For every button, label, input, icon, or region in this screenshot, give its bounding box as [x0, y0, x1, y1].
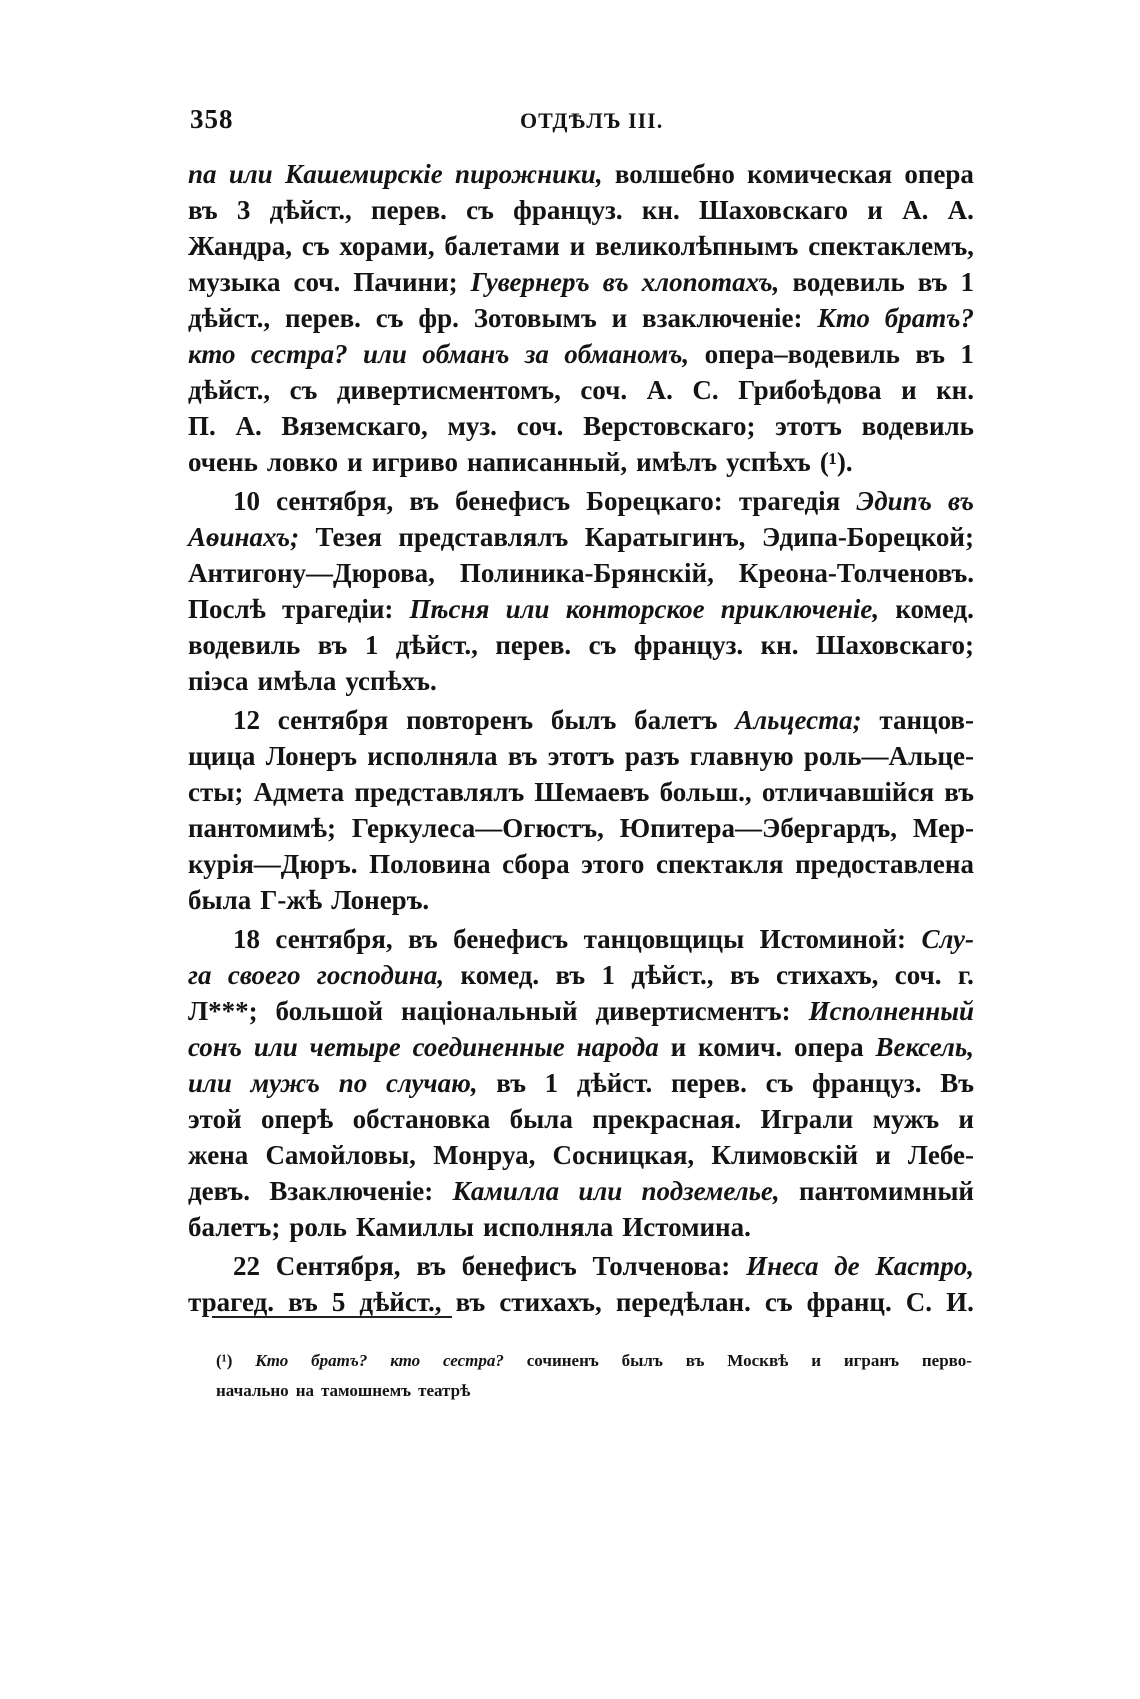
word: сты;	[188, 777, 244, 807]
text-line	[188, 228, 974, 264]
word: Борецкаго:	[586, 486, 723, 516]
word: Пачини;	[353, 267, 458, 297]
word: кто	[188, 339, 236, 369]
word: имѣла	[257, 666, 337, 696]
word: волшебно	[614, 159, 735, 189]
word: Пѣсня	[409, 594, 490, 624]
word: мужъ	[872, 1104, 940, 1134]
word: Кто	[255, 1351, 289, 1370]
word: или	[505, 594, 550, 624]
word: въ	[409, 486, 440, 516]
word: обманомъ,	[564, 339, 690, 369]
word: Л***;	[188, 996, 258, 1026]
text-line	[188, 444, 974, 480]
word: 1	[601, 960, 616, 990]
paragraph	[188, 156, 974, 480]
word: въ	[944, 777, 974, 807]
word: г.	[957, 960, 974, 990]
word: дивертисментомъ,	[336, 375, 561, 405]
word: Камиллы	[355, 1212, 475, 1242]
word: соединенные	[412, 1032, 565, 1062]
word: комед.	[460, 960, 540, 990]
text-line	[188, 555, 974, 591]
word: передѣлан.	[615, 1287, 751, 1317]
word: Шаховскаго;	[815, 630, 974, 660]
word: конторское	[565, 594, 705, 624]
word: А.	[646, 375, 673, 405]
word: былъ	[621, 1351, 663, 1370]
word: бенефисъ	[455, 486, 571, 516]
text-line	[188, 156, 974, 192]
word: Креона-Толченовъ.	[738, 558, 974, 588]
word: въ	[416, 1251, 446, 1281]
word: съ	[588, 630, 617, 660]
word: Играли	[760, 1104, 854, 1134]
body-text	[188, 156, 974, 1320]
word: Послѣ	[188, 594, 266, 624]
word: Мер-	[912, 813, 974, 843]
word: господина,	[316, 960, 445, 990]
word: оперѣ	[260, 1104, 334, 1134]
text-line	[188, 882, 974, 918]
page-number: 358	[190, 104, 234, 134]
word: съ	[764, 1287, 793, 1317]
word: въ	[947, 486, 974, 516]
word: повторенъ	[406, 705, 534, 735]
word: Толченова:	[592, 1251, 731, 1281]
word: успѣхъ.	[345, 666, 437, 696]
word: соч.	[293, 267, 341, 297]
word: спектакля	[656, 849, 784, 879]
word: Москвѣ	[727, 1351, 789, 1370]
word: ловко	[266, 447, 339, 477]
word: и	[347, 447, 363, 477]
word: трагедія	[738, 486, 841, 516]
word: Въ	[940, 1068, 974, 1098]
word: дѣйст.,	[631, 960, 714, 990]
word: въ	[915, 339, 945, 369]
word: сестра?	[250, 339, 348, 369]
word: хорами,	[339, 231, 435, 261]
paragraph	[188, 483, 974, 699]
text-line	[188, 192, 974, 228]
word: сестра?	[442, 1351, 504, 1370]
text-line	[188, 372, 974, 408]
word: имѣлъ	[636, 447, 718, 477]
word: Истомина.	[622, 1212, 751, 1242]
word: Шаховскаго	[698, 195, 849, 225]
word: Лонеръ	[265, 741, 357, 771]
word: Антигону—Дюрова,	[188, 558, 435, 588]
text-line	[188, 1137, 974, 1173]
footnote	[216, 1346, 972, 1406]
word: былъ	[550, 705, 617, 735]
word: или	[578, 1176, 623, 1206]
word: этотъ	[775, 411, 842, 441]
word: П.	[188, 411, 216, 441]
word: пантомимѣ;	[188, 813, 337, 843]
word: француз.	[633, 630, 744, 660]
word: танцов-	[879, 705, 974, 735]
word: бенефисъ	[461, 1251, 577, 1281]
word: по	[338, 1068, 368, 1098]
word: Геркулеса—Огюстъ,	[351, 813, 604, 843]
word: обстановка	[352, 1104, 491, 1134]
word: стихахъ,	[499, 1287, 602, 1317]
word: своего	[227, 960, 301, 990]
text-line	[188, 957, 974, 993]
word: въ	[288, 1287, 318, 1317]
text-line	[188, 1284, 974, 1320]
word: въ	[317, 630, 348, 660]
word: случаю,	[385, 1068, 478, 1098]
word: Полиника-Брянскій,	[459, 558, 714, 588]
word: мужъ	[250, 1068, 320, 1098]
text-line	[188, 921, 974, 957]
word: сонъ	[188, 1032, 243, 1062]
word: или	[188, 1068, 232, 1098]
word: дѣйст.	[576, 1068, 653, 1098]
text-line	[188, 1209, 974, 1245]
word: 5	[331, 1287, 346, 1317]
word: соч.	[894, 960, 942, 990]
word: перев.	[495, 630, 572, 660]
word: съ	[765, 1068, 794, 1098]
text-line	[188, 993, 974, 1029]
text-line	[188, 1029, 974, 1065]
text-line	[216, 1346, 972, 1376]
word: кто	[390, 1351, 421, 1370]
word: 1	[960, 267, 974, 297]
word: франц.	[806, 1287, 892, 1317]
word: пирожники,	[455, 159, 603, 189]
word: въ	[408, 924, 438, 954]
word: съ	[466, 195, 494, 225]
running-head: ОТДѢЛЪ III.	[520, 108, 664, 133]
word: и	[569, 231, 586, 261]
word: С.	[692, 375, 719, 405]
word: представлялъ	[354, 777, 525, 807]
word: дѣйст.,	[395, 630, 478, 660]
word: де	[834, 1251, 860, 1281]
word: 1	[960, 339, 974, 369]
word: спектаклемъ,	[808, 231, 974, 261]
word: музыка	[188, 267, 281, 297]
word: и	[611, 303, 628, 333]
word: съ	[289, 375, 318, 405]
text-line	[188, 336, 974, 372]
text-line	[188, 519, 974, 555]
paragraph	[188, 702, 974, 918]
word: Тезея	[315, 522, 382, 552]
word: въ	[507, 741, 538, 771]
word: перев.	[671, 1068, 747, 1098]
word: національный	[401, 996, 578, 1026]
word: въ	[555, 960, 586, 990]
word: 1	[364, 630, 379, 660]
word: соч.	[580, 375, 628, 405]
word: обманъ	[422, 339, 510, 369]
word: Грибоѣдова	[738, 375, 882, 405]
word: Сентября,	[275, 1251, 401, 1281]
word: Сосницкая,	[552, 1140, 695, 1170]
word: роль—Альце-	[803, 741, 974, 771]
word: бенефисъ	[453, 924, 569, 954]
text-line	[188, 846, 974, 882]
word: съ	[301, 231, 330, 261]
word: перев.	[371, 195, 447, 225]
word: Монруа,	[433, 1140, 536, 1170]
word: муз.	[447, 411, 497, 441]
word: Альцеста;	[735, 705, 862, 735]
word: опера–водевиль	[704, 339, 900, 369]
word: Адмета	[253, 777, 345, 807]
word: Вексель,	[875, 1032, 974, 1062]
word: четыре	[309, 1032, 401, 1062]
word: Климовскій	[711, 1140, 859, 1170]
paragraph	[188, 1248, 974, 1320]
text-line	[188, 663, 974, 699]
word: Кастро,	[875, 1251, 974, 1281]
text-line	[188, 300, 974, 336]
word: па	[188, 159, 217, 189]
word: съ	[375, 303, 404, 333]
word: большой	[275, 996, 384, 1026]
word: комед.	[895, 594, 974, 624]
word: Лебе-	[907, 1140, 974, 1170]
word: комическая	[747, 159, 893, 189]
word: Юпитера—Эбергардъ,	[619, 813, 898, 843]
word: дѣйст.,	[269, 195, 352, 225]
word: кн.	[936, 375, 974, 405]
word: кн.	[641, 195, 680, 225]
word: дѣйст.,	[188, 375, 271, 405]
word: 1	[544, 1068, 559, 1098]
word: и	[875, 1140, 891, 1170]
word: была	[188, 885, 252, 915]
word: га	[188, 960, 212, 990]
word: трагед.	[188, 1287, 275, 1317]
word: и	[670, 1032, 687, 1062]
word: водевиль	[188, 630, 301, 660]
word: сентября,	[276, 486, 394, 516]
word: взаключеніе:	[642, 303, 803, 333]
word: перво-	[921, 1351, 972, 1370]
word: отличавшійся	[761, 777, 935, 807]
word: дивертисментъ:	[595, 996, 791, 1026]
word: Истоминой:	[759, 924, 907, 954]
word: пантомимный	[798, 1176, 974, 1206]
word: успѣхъ	[726, 447, 811, 477]
word: комич.	[698, 1032, 783, 1062]
word: тамошнемъ	[320, 1381, 412, 1400]
word: сбора	[502, 849, 570, 879]
word: піэса	[188, 666, 249, 696]
word: Взаключеніе:	[269, 1176, 434, 1206]
text-line	[188, 1248, 974, 1284]
word: предоставлена	[795, 849, 974, 879]
word: разъ	[624, 741, 680, 771]
word: и	[867, 195, 883, 225]
word: Эдипа-Борецкой;	[761, 522, 974, 552]
word: Каратыгинъ,	[584, 522, 746, 552]
word: написанный,	[466, 447, 628, 477]
word: А.	[947, 195, 974, 225]
word: 12	[233, 705, 260, 735]
word: сентября,	[275, 924, 393, 954]
word: жена	[188, 1140, 249, 1170]
word: больш.,	[659, 777, 752, 807]
word: Кашемирскіе	[284, 159, 443, 189]
word: въ	[188, 195, 218, 225]
word: трагедіи:	[282, 594, 394, 624]
word: театрѣ	[418, 1381, 471, 1400]
word: Слу-	[921, 924, 974, 954]
word: исполняла	[483, 1212, 614, 1242]
word: И.	[946, 1287, 974, 1317]
text-line	[188, 738, 974, 774]
word: братъ?	[311, 1351, 368, 1370]
word: начально	[216, 1381, 289, 1400]
word: 22	[233, 1251, 260, 1281]
word: или	[253, 1032, 298, 1062]
word: дѣйст.,	[359, 1287, 442, 1317]
word: сочиненъ	[526, 1351, 599, 1370]
word: исполняла	[367, 741, 498, 771]
word: (¹)	[216, 1351, 233, 1370]
word: Жандра,	[188, 231, 293, 261]
word: на	[295, 1381, 314, 1400]
word: А.	[902, 195, 929, 225]
word: приключеніе,	[720, 594, 880, 624]
word: водевиль	[861, 411, 974, 441]
word: или	[228, 159, 273, 189]
word: стихахъ,	[775, 960, 879, 990]
text-line	[188, 1065, 974, 1101]
word: Эдипъ	[856, 486, 932, 516]
paragraph	[188, 921, 974, 1245]
word: кн.	[760, 630, 799, 660]
text-line	[188, 810, 974, 846]
word: братъ?	[884, 303, 974, 333]
text-line	[188, 1173, 974, 1209]
word: соч.	[516, 411, 564, 441]
word: щица	[188, 741, 256, 771]
word: народа	[576, 1032, 659, 1062]
word: великолѣпнымъ	[595, 231, 799, 261]
footnote-divider	[212, 1316, 452, 1318]
word: Самойловы,	[265, 1140, 416, 1170]
word: водевиль	[792, 267, 905, 297]
word: или	[363, 339, 407, 369]
word: 18	[233, 924, 260, 954]
word: А.	[235, 411, 262, 441]
text-line	[188, 627, 974, 663]
word: перев.	[285, 303, 361, 333]
word: подземелье,	[641, 1176, 780, 1206]
word: танцовщицы	[583, 924, 745, 954]
text-line	[188, 264, 974, 300]
word: Гувернеръ	[470, 267, 590, 297]
word: и	[958, 1104, 974, 1134]
word: Инеса	[746, 1251, 819, 1281]
word: роль	[289, 1212, 347, 1242]
word: 10	[233, 486, 260, 516]
word: и	[901, 375, 917, 405]
word: Вяземскаго,	[281, 411, 428, 441]
word: балетъ	[634, 705, 718, 735]
word: хлопотахъ,	[641, 267, 780, 297]
word: Кто	[817, 303, 870, 333]
word: въ	[729, 960, 760, 990]
word: въ	[496, 1068, 526, 1098]
word: 3	[236, 195, 251, 225]
word: въ	[685, 1351, 705, 1370]
word: Лонеръ.	[331, 885, 430, 915]
word: этой	[188, 1104, 242, 1134]
word: курія—Дюръ.	[188, 849, 358, 879]
word: Г-жѣ	[260, 885, 323, 915]
word: балетами	[444, 231, 560, 261]
word: Половина	[369, 849, 491, 879]
text-line	[188, 702, 974, 738]
word: въ	[455, 1287, 486, 1317]
word: сентября	[277, 705, 389, 735]
word: главную	[689, 741, 794, 771]
word: игриво	[371, 447, 458, 477]
text-line	[188, 408, 974, 444]
word: Аѳинахъ;	[188, 522, 300, 552]
word: опера	[794, 1032, 864, 1062]
word: была	[509, 1104, 573, 1134]
word: за	[524, 339, 549, 369]
word: Исполненный	[808, 996, 974, 1026]
word: Шемаевъ	[534, 777, 650, 807]
text-line	[188, 774, 974, 810]
text-line	[188, 483, 974, 519]
word: прекрасная.	[592, 1104, 742, 1134]
word: и	[811, 1351, 821, 1370]
word: въ	[602, 267, 629, 297]
word: француз.	[513, 195, 623, 225]
word: очень	[188, 447, 258, 477]
text-line	[216, 1376, 972, 1406]
word: этого	[581, 849, 645, 879]
word: балетъ;	[188, 1212, 281, 1242]
word: француз.	[812, 1068, 922, 1098]
word: дѣйст.,	[188, 303, 271, 333]
word: (¹).	[819, 447, 853, 477]
word: этотъ	[547, 741, 615, 771]
word: девъ.	[188, 1176, 251, 1206]
word: опера	[904, 159, 974, 189]
word: представлялъ	[398, 522, 569, 552]
text-line	[188, 1101, 974, 1137]
word: Верстовскаго;	[583, 411, 756, 441]
word: игранъ	[843, 1351, 900, 1370]
word: въ	[917, 267, 948, 297]
word: фр.	[418, 303, 459, 333]
word: Камилла	[452, 1176, 560, 1206]
text-line	[188, 591, 974, 627]
word: С.	[905, 1287, 933, 1317]
word: Зотовымъ	[473, 303, 597, 333]
